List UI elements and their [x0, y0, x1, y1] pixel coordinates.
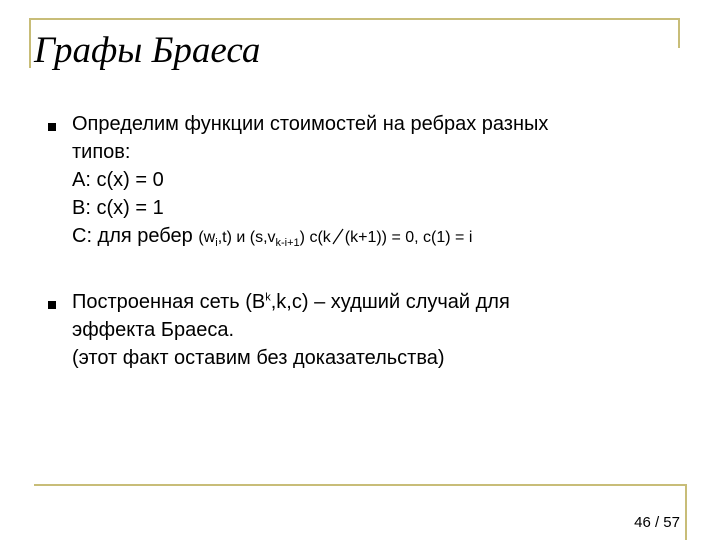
- bullet1-line4: B: c(x) = 1: [72, 197, 164, 219]
- bullet1-line1: Определим функции стоимостей на ребрах разных: [72, 113, 549, 135]
- frame-bottom-right-line: [685, 484, 687, 540]
- edge-close: ): [299, 229, 305, 246]
- bullet-marker-1: [48, 123, 56, 131]
- bullet2-line2: эффекта Браеса.: [72, 319, 235, 341]
- bullet-item-1: [72, 110, 672, 252]
- slide-title: Графы Браеса: [34, 30, 261, 71]
- wi-subscript: i: [215, 237, 218, 250]
- bullet1-line5: [72, 222, 672, 252]
- frame-left-line: [29, 18, 31, 68]
- bullet1-line5-f: (k+1)) = 0, c(1) = i: [344, 229, 473, 246]
- frame-bottom-line: [34, 484, 687, 486]
- bullet1-line5-e: c(k: [305, 229, 331, 246]
- bullet-marker-2: [48, 301, 56, 309]
- fraction-slash-icon: [331, 227, 345, 245]
- bullet1-line2: типов:: [72, 141, 131, 163]
- bullet1-line5-b: [198, 229, 305, 250]
- bk-superscript: k: [265, 291, 271, 304]
- edge-text: ,t) и (s,v: [217, 229, 276, 246]
- bullet2-line3: (этот факт оставим без доказательства): [72, 347, 445, 369]
- frame-right-line: [678, 18, 680, 48]
- frame-top-line: [29, 18, 680, 20]
- bullet1-line3: A: c(x) = 0: [72, 169, 164, 191]
- wi-prefix: (w: [198, 229, 216, 246]
- bullet-item-2: [72, 288, 672, 372]
- bullet2-line1: [72, 288, 672, 316]
- bullet1-line5-a: C: для ребер: [72, 225, 199, 247]
- bullet2-line1-a: Построенная сеть (B: [72, 291, 266, 313]
- bullet2-line1-b: ,k,c) – худший случай для: [270, 291, 510, 313]
- vk-subscript: k-i+1: [275, 237, 300, 250]
- page-number: 46 / 57: [634, 514, 680, 531]
